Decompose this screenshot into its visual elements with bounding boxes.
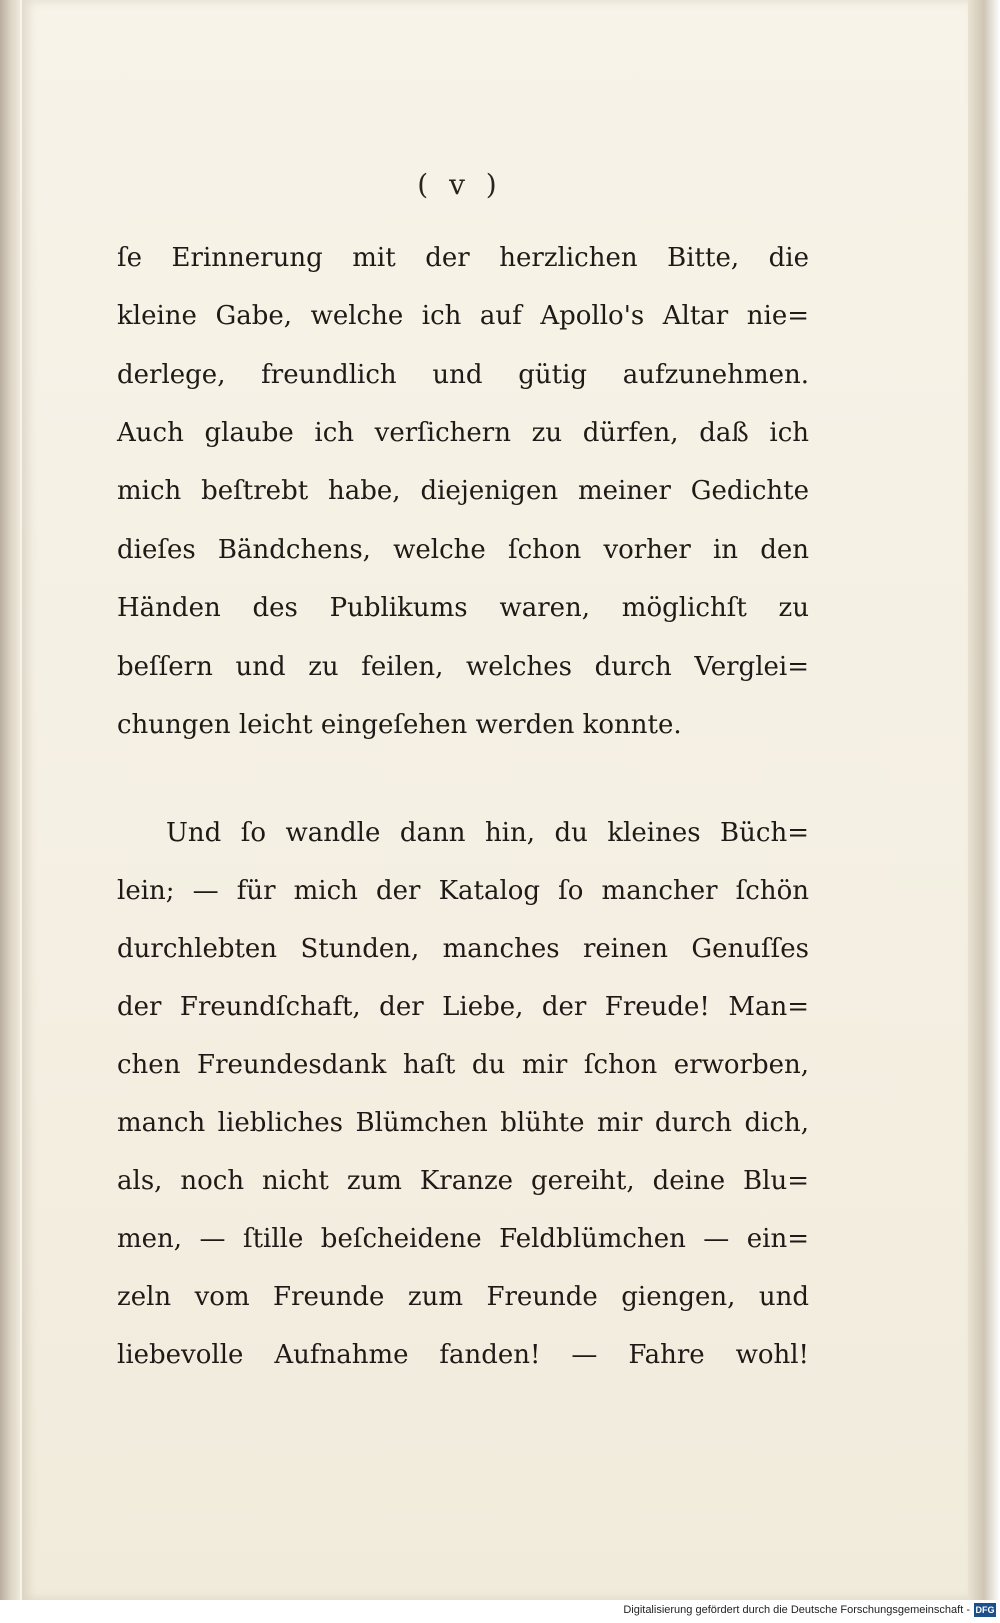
digitization-credit: Digitalisierung gefördert durch die Deutsche Forschungsgemeinschaft -: [623, 1604, 970, 1616]
text-line: manch liebliches Blümchen blühte mir durch dich,: [117, 1108, 809, 1138]
text-line: chen Freundesdank haſt du mir ſchon erworben,: [117, 1050, 809, 1080]
text-line: chungen leicht eingeſehen werden konnte.: [117, 710, 682, 740]
text-line: ſe Erinnerung mit der herzlichen Bitte, die: [117, 243, 809, 273]
text-line: Händen des Publikums waren, möglichſt zu: [117, 593, 809, 623]
text-line: kleine Gabe, welche ich auf Apollo's Altar nie=: [117, 301, 809, 331]
text-line: Auch glaube ich verſichern zu dürfen, daß ich: [117, 418, 809, 448]
page-fore-edge: [968, 0, 1000, 1600]
text-line: men, — ſtille beſcheidene Feldblümchen — ein=: [117, 1224, 809, 1254]
text-line: beſſern und zu feilen, welches durch Verglei=: [117, 652, 809, 682]
text-line: als, noch nicht zum Kranze gereiht, deine Blu=: [117, 1166, 809, 1196]
book-spine-edge: [0, 0, 20, 1600]
text-line: liebevolle Aufnahme fanden! — Fahre wohl!: [117, 1340, 809, 1370]
text-line: Und ſo wandle dann hin, du kleines Büch=: [166, 818, 809, 848]
text-line: derlege, freundlich und gütig aufzunehmen.: [117, 360, 809, 390]
dfg-logo-icon: DFG: [975, 1605, 995, 1615]
text-line: lein; — für mich der Katalog ſo mancher ſchön: [117, 876, 809, 906]
text-line: mich beſtrebt habe, diejenigen meiner Gedichte: [117, 476, 809, 506]
text-line: durchlebten Stunden, manches reinen Genuſſes: [117, 934, 809, 964]
page-number-header: ( v ): [417, 168, 503, 201]
text-line: zeln vom Freunde zum Freunde giengen, und: [117, 1282, 809, 1312]
text-line: der Freundſchaft, der Liebe, der Freude! Man=: [117, 992, 809, 1022]
text-line: dieſes Bändchens, welche ſchon vorher in den: [117, 535, 809, 565]
